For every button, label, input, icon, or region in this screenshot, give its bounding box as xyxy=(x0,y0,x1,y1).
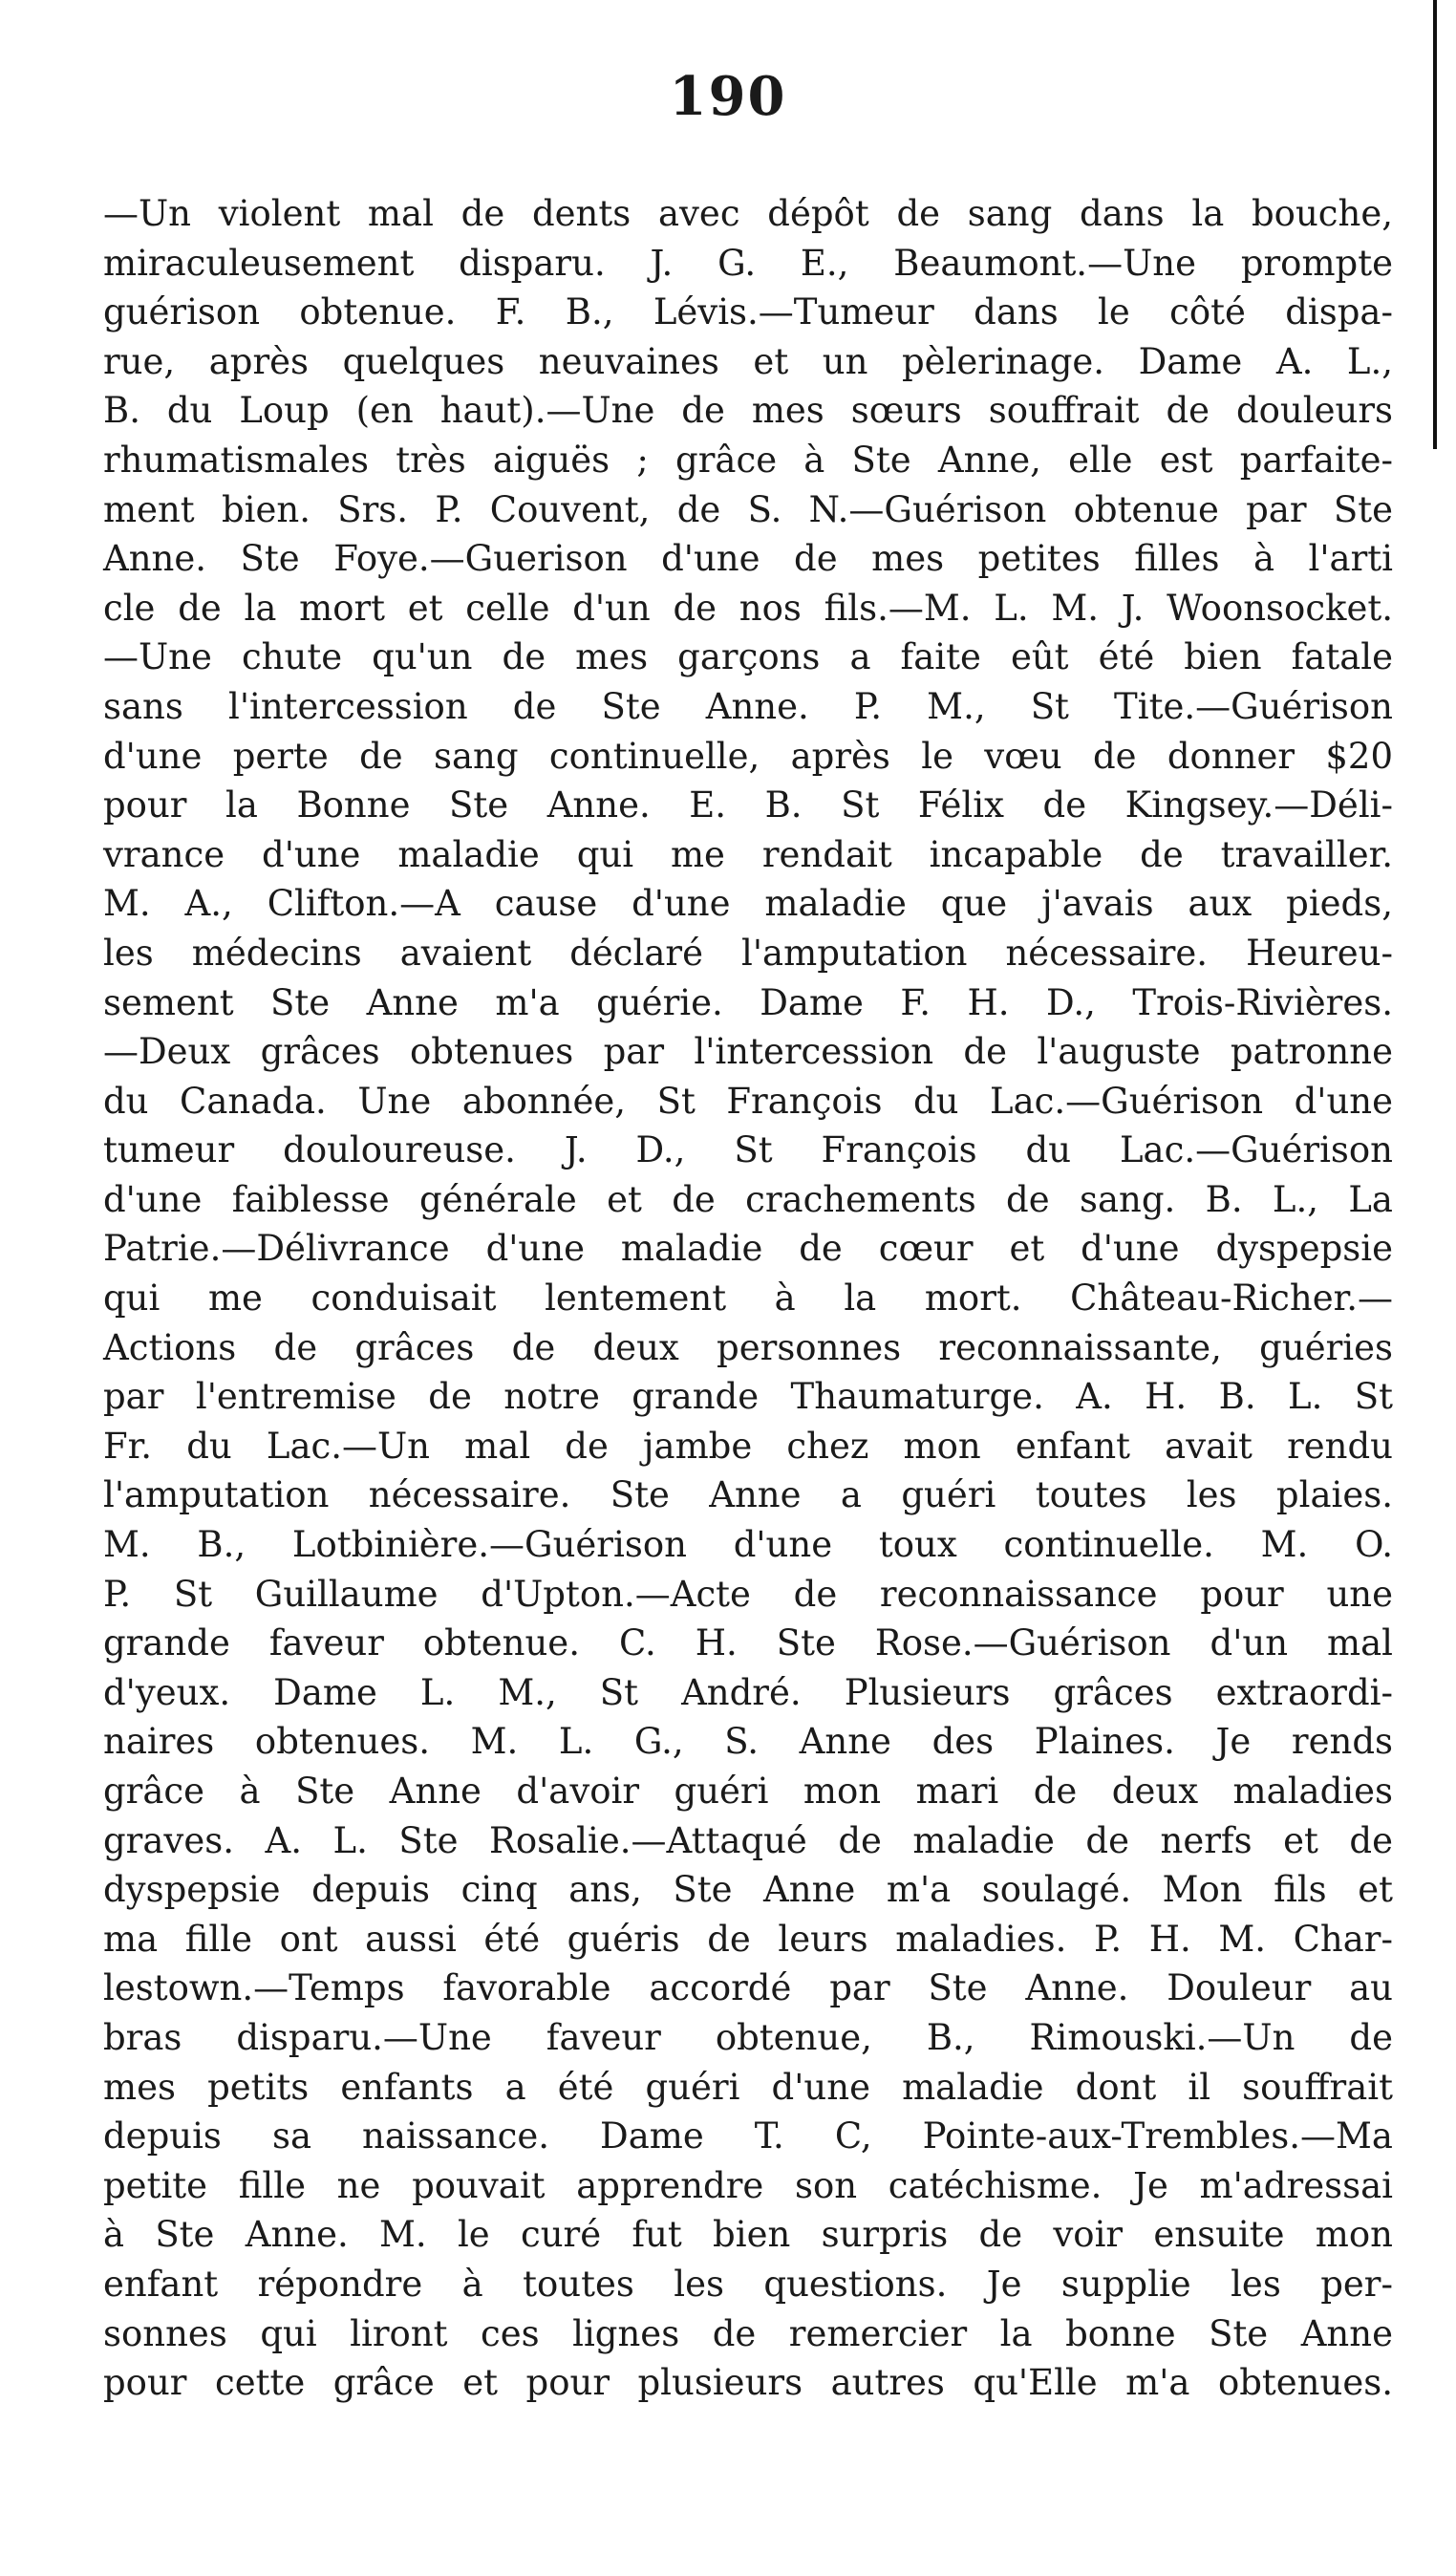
text-line: cle de la mort et celle d'un de nos fils.—M. L. M. J. Woonsocket. xyxy=(103,587,1393,629)
text-line: mes petits enfants a été guéri d'une maladie dont il souffrait xyxy=(103,2066,1393,2108)
text-line: guérison obtenue. F. B., Lévis.—Tumeur dans le côté dispa- xyxy=(103,291,1393,333)
text-line: depuis sa naissance. Dame T. C, Pointe-aux-Trembles.—Ma xyxy=(103,2115,1393,2157)
text-line: miraculeusement disparu. J. G. E., Beaumont.—Une prompte xyxy=(103,242,1393,284)
text-line: Patrie.—Délivrance d'une maladie de cœur et d'une dyspepsie xyxy=(103,1228,1393,1270)
text-line: grâce à Ste Anne d'avoir guéri mon mari de deux maladies xyxy=(103,1771,1393,1812)
text-line: vrance d'une maladie qui me rendait incapable de travailler. xyxy=(103,833,1393,875)
text-line: M. A., Clifton.—A cause d'une maladie que j'avais aux pieds, xyxy=(103,883,1393,925)
text-line: d'une perte de sang continuelle, après le vœu de donner $20 xyxy=(103,735,1393,777)
text-line: à Ste Anne. M. le curé fut bien surpris de voir ensuite mon xyxy=(103,2214,1393,2256)
text-line: enfant répondre à toutes les questions. Je supplie les per- xyxy=(103,2263,1393,2305)
text-line: Fr. du Lac.—Un mal de jambe chez mon enfant avait rendu xyxy=(103,1425,1393,1467)
text-line: sement Ste Anne m'a guérie. Dame F. H. D., Trois-Rivières. xyxy=(103,981,1393,1023)
text-line: grande faveur obtenue. C. H. Ste Rose.—Guérison d'un mal xyxy=(103,1622,1393,1664)
text-line: dyspepsie depuis cinq ans, Ste Anne m'a soulagé. Mon fils et xyxy=(103,1869,1393,1911)
text-line: petite fille ne pouvait apprendre son catéchisme. Je m'adressai xyxy=(103,2164,1393,2206)
text-line: graves. A. L. Ste Rosalie.—Attaqué de maladie de nerfs et de xyxy=(103,1819,1393,1861)
text-line: lestown.—Temps favorable accordé par Ste Anne. Douleur au xyxy=(103,1967,1393,2009)
text-line: les médecins avaient déclaré l'amputation nécessaire. Heureu- xyxy=(103,932,1393,974)
text-line: Anne. Ste Foye.—Guerison d'une de mes petites filles à l'arti xyxy=(103,538,1393,580)
body-text xyxy=(103,189,1393,2408)
page-number: 190 xyxy=(669,65,787,128)
text-line: sonnes qui liront ces lignes de remercier la bonne Ste Anne xyxy=(103,2312,1393,2354)
text-line: pour cette grâce et pour plusieurs autres qu'Elle m'a obtenues. xyxy=(103,2362,1393,2404)
text-line: Actions de grâces de deux personnes reconnaissante, guéries xyxy=(103,1326,1393,1368)
text-line: tumeur douloureuse. J. D., St François du Lac.—Guérison xyxy=(103,1129,1393,1171)
text-line: par l'entremise de notre grande Thaumaturge. A. H. B. L. St xyxy=(103,1376,1393,1418)
text-line: B. du Loup (en haut).—Une de mes sœurs souffrait de douleurs xyxy=(103,390,1393,432)
text-line: naires obtenues. M. L. G., S. Anne des Plaines. Je rends xyxy=(103,1721,1393,1763)
text-line: rhumatismales très aiguës ; grâce à Ste Anne, elle est parfaite- xyxy=(103,439,1393,481)
text-line: —Une chute qu'un de mes garçons a faite eût été bien fatale xyxy=(103,636,1393,678)
text-line: —Un violent mal de dents avec dépôt de sang dans la bouche, xyxy=(103,193,1393,234)
text-line: d'une faiblesse générale et de crachements de sang. B. L., La xyxy=(103,1178,1393,1220)
text-line: pour la Bonne Ste Anne. E. B. St Félix de Kingsey.—Déli- xyxy=(103,784,1393,826)
text-line: rue, après quelques neuvaines et un pèlerinage. Dame A. L., xyxy=(103,340,1393,382)
text-line: sans l'intercession de Ste Anne. P. M., St Tite.—Guérison xyxy=(103,685,1393,727)
text-line: du Canada. Une abonnée, St François du Lac.—Guérison d'une xyxy=(103,1080,1393,1122)
text-line: l'amputation nécessaire. Ste Anne a guéri toutes les plaies. xyxy=(103,1474,1393,1516)
text-line: M. B., Lotbinière.—Guérison d'une toux continuelle. M. O. xyxy=(103,1524,1393,1566)
text-line: ma fille ont aussi été guéris de leurs maladies. P. H. M. Char- xyxy=(103,1918,1393,1960)
text-line: —Deux grâces obtenues par l'intercession de l'auguste patronne xyxy=(103,1031,1393,1073)
text-line: qui me conduisait lentement à la mort. Château-Richer.— xyxy=(103,1277,1393,1320)
text-line: bras disparu.—Une faveur obtenue, B., Rimouski.—Un de xyxy=(103,2016,1393,2058)
text-line: ment bien. Srs. P. Couvent, de S. N.—Guérison obtenue par Ste xyxy=(103,488,1393,530)
text-line: P. St Guillaume d'Upton.—Acte de reconnaissance pour une xyxy=(103,1573,1393,1615)
text-line: d'yeux. Dame L. M., St André. Plusieurs grâces extraordi- xyxy=(103,1671,1393,1713)
